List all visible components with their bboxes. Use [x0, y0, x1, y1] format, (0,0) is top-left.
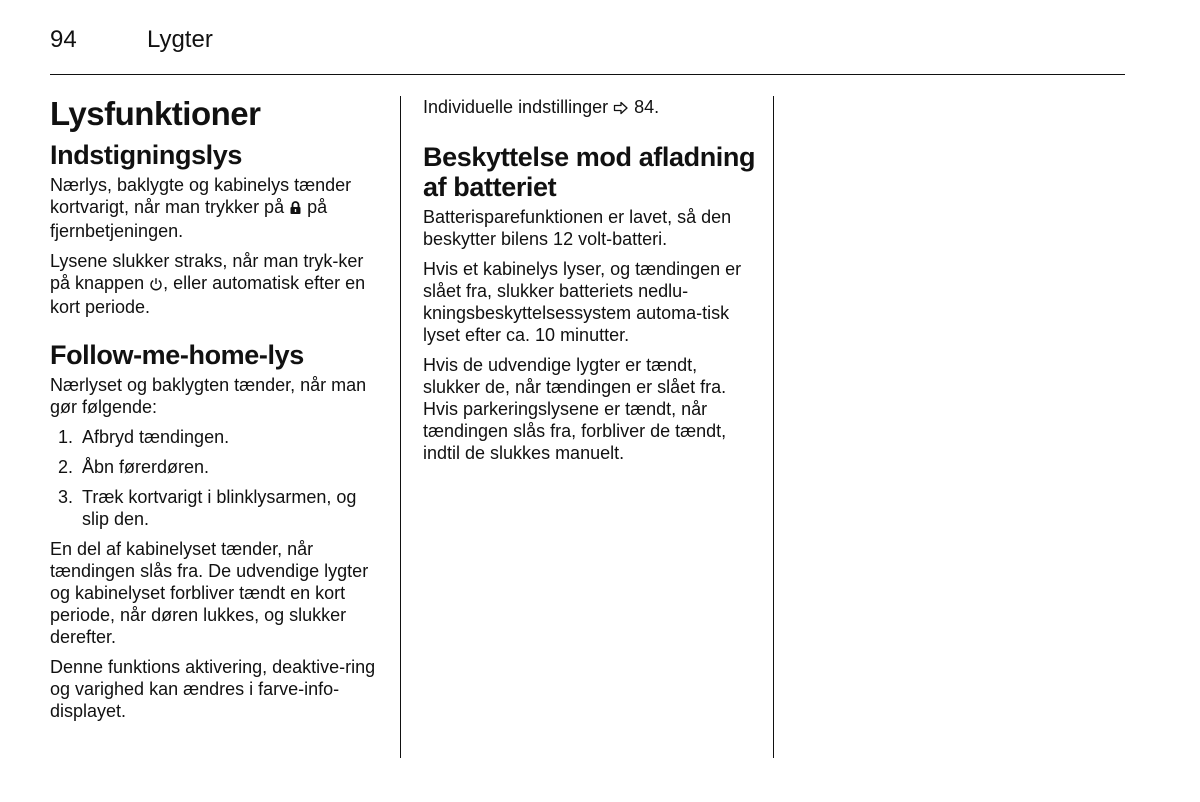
column-left	[50, 96, 385, 730]
section-follow-me-home	[50, 340, 385, 722]
column-divider-1	[400, 96, 401, 758]
lock-icon	[289, 198, 302, 220]
steps-list	[50, 426, 385, 530]
arrow-reference-icon	[613, 98, 629, 120]
paragraph: Nærlyset og baklygten tænder, når man gør følgende:	[50, 375, 367, 417]
main-heading: Lysfunktioner	[50, 95, 261, 132]
paragraph: En del af kabinelyset tænder, når tændingen slås fra. De udvendige lygter og kabinelyset forbliver tændt en kort periode, når døren lukkes, og slukker derefter.	[50, 539, 369, 647]
list-item: 3. Træk kortvarigt i blinklysarmen, og slip den.	[58, 487, 357, 529]
paragraph: Batterisparefunktionen er lavet, så den beskytter bilens 12 volt-batteri.	[423, 207, 732, 249]
section-indstigningslys	[50, 140, 385, 318]
page-header-title: Lygter	[147, 26, 213, 53]
header-rule	[50, 74, 1125, 75]
paragraph: Denne funktions aktivering, deaktive-ring og varighed kan ændres i farve-info-displayet.	[50, 657, 376, 721]
section-heading: Follow-me-home-lys	[50, 340, 304, 370]
column-divider-2	[773, 96, 774, 758]
paragraph: Hvis de udvendige lygter er tændt, slukker de, når tændingen er slået fra. Hvis parkeringslysene er tændt, når tændingen slås fra, forbliver de tændt, indtil de slukkes manuelt.	[423, 355, 727, 463]
list-item: 2. Åbn førerdøren.	[58, 457, 210, 477]
paragraph: Hvis et kabinelys lyser, og tændingen er slået fra, slukker batteriets nedlu-kningsbeskyttelsessystem automa-tisk lyset efter ca. 10 minutter.	[423, 259, 742, 345]
page-number: 94	[50, 26, 77, 53]
section-heading: Beskyttelse mod afladning af batteriet	[423, 142, 756, 202]
paragraph: Lysene slukker straks, når man tryk-ker på knappen , eller automatisk efter en kort periode.	[50, 251, 366, 317]
column-middle	[423, 96, 758, 472]
paragraph: Nærlys, baklygte og kabinelys tænder kortvarigt, når man trykker på på fjernbetjeningen.	[50, 175, 352, 241]
power-icon	[149, 274, 163, 296]
section-battery-protection	[423, 142, 758, 464]
cross-reference: Individuelle indstillinger 84.	[423, 96, 758, 120]
section-heading: Indstigningslys	[50, 140, 243, 170]
list-item: 1. Afbryd tændingen.	[58, 427, 230, 447]
